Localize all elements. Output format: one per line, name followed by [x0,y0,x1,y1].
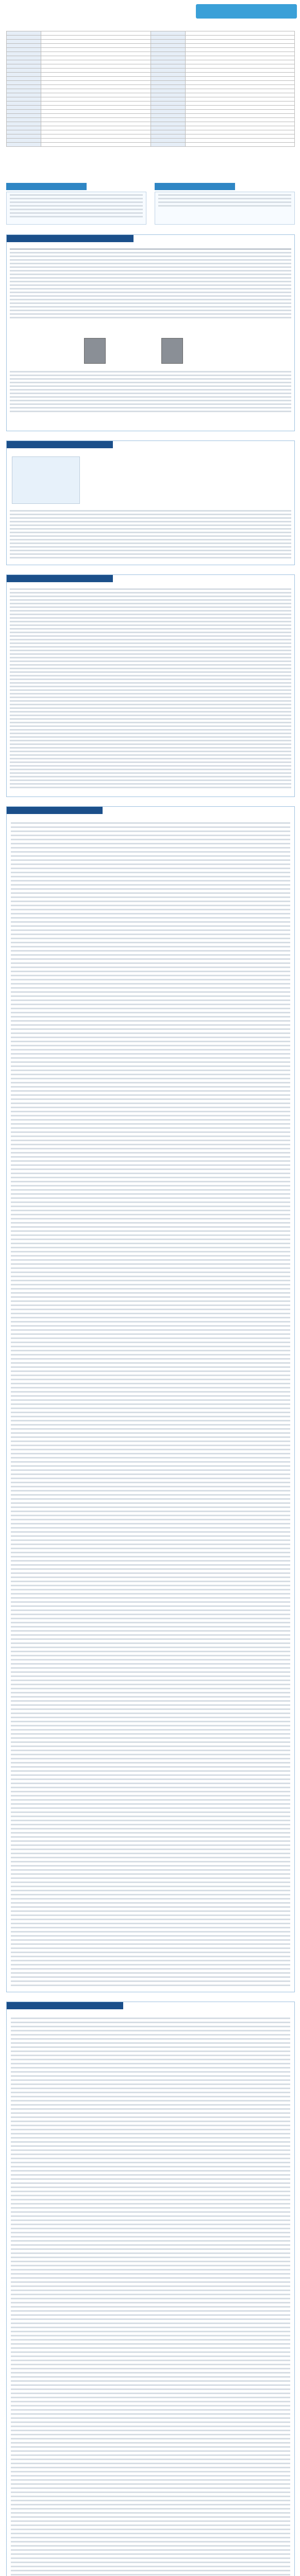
section-header [7,235,134,242]
table-row [7,40,295,44]
section-header [7,575,113,582]
header-banner [196,4,297,19]
table-row [7,36,295,40]
article-panel [6,234,295,431]
table-row [7,44,295,48]
table-row [7,130,295,134]
table-row [7,110,295,114]
info-box [6,192,146,225]
table-row [7,60,295,64]
table-row [7,101,295,106]
table-row [7,143,295,147]
article-panel [6,806,295,1992]
table-row [7,93,295,97]
table-row [7,81,295,85]
section-header [7,441,113,448]
schedule-table [6,31,295,147]
text-block [11,2018,290,2576]
table-row [7,89,295,93]
table-row [7,126,295,130]
page-header [0,0,300,21]
article-panel [6,440,295,565]
section-header [155,183,235,190]
table-row [7,85,295,89]
section-header [7,807,103,814]
person-photo [161,338,183,364]
table-row [7,106,295,110]
table-row [7,77,295,81]
table-row [7,97,295,101]
table-row [7,118,295,122]
table-row [7,52,295,56]
article-panel [6,574,295,797]
table-row [7,48,295,52]
table-row [7,114,295,118]
table-row [7,122,295,126]
table-row [7,134,295,139]
section-header [7,2002,123,2009]
table-row [7,69,295,73]
article-panel [6,2002,295,2576]
table-row [7,73,295,77]
table-row [7,139,295,143]
map-diagram [12,456,80,504]
person-photo [84,338,106,364]
text-block [11,822,290,1987]
table-row [7,64,295,69]
table-row [7,31,295,36]
section-header [6,183,87,190]
table-row [7,56,295,60]
info-box [155,192,295,225]
